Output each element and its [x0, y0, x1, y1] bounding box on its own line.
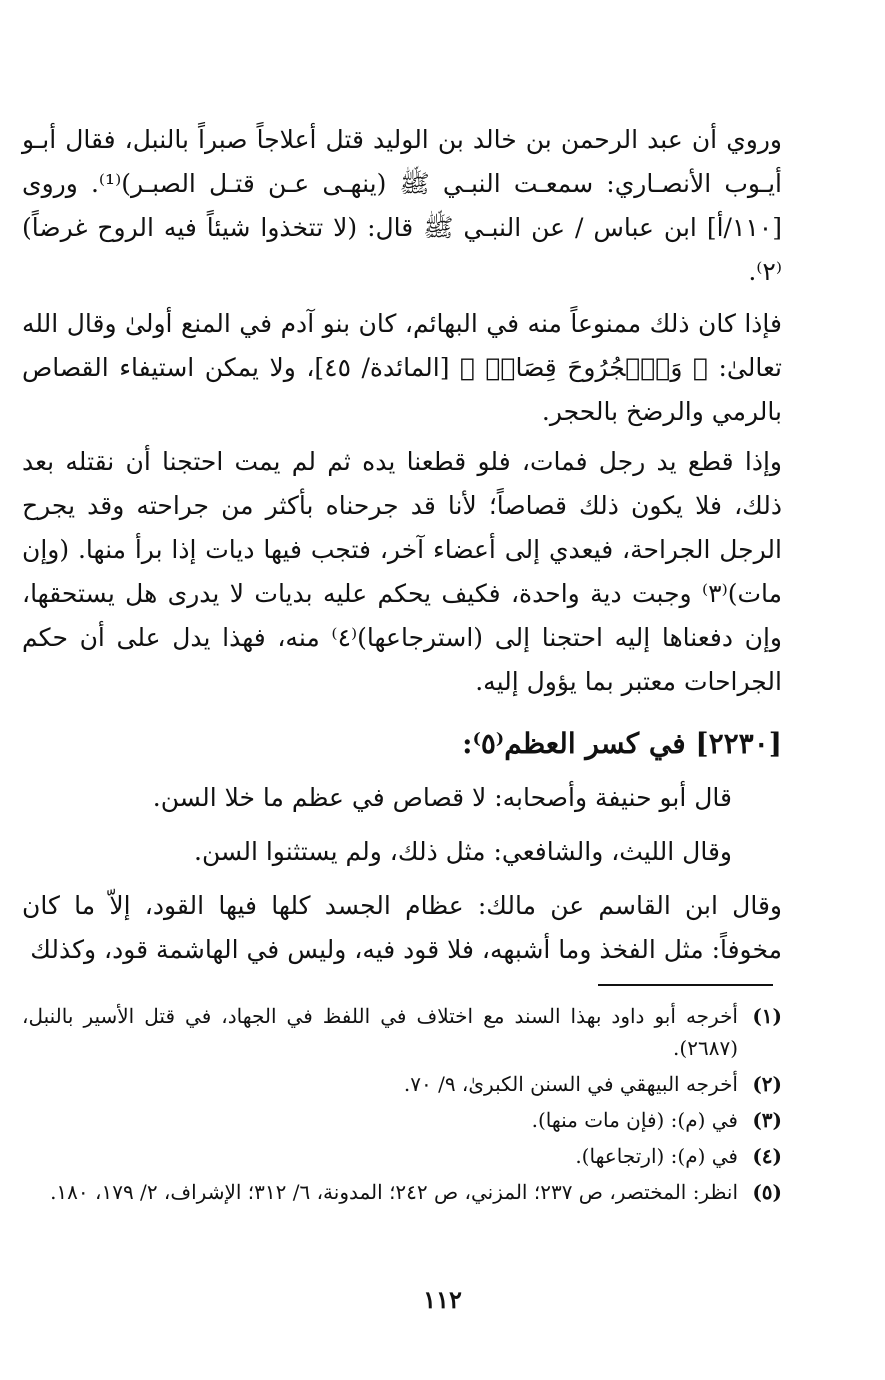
footnote-number: (١)	[752, 1004, 782, 1028]
footnotes	[22, 1000, 782, 1212]
footnote-number: (٣)	[752, 1108, 782, 1132]
footnote-divider	[598, 984, 773, 986]
paragraph-3: وإذا قطع يد رجل فمات، فلو قطعنا يده ثم لم يمت احتجنا أن نقتله بعد ذلك، فلا يكون ذلك قصاصاً؛ لأنا قد جرحناه بأكثر من جراحته وقد يجرح الرجل الجراحة، فيعدي إلى أعضاء آخر، فتجب فيها ديات إذا برأ منها. (وإن مات)⁽٣⁾ وجبت دية واحدة، فكيف يحكم عليه بديات لا يدرى هل يستحقها، وإن دفعناها إليه احتجنا إلى (استرجاعها)⁽٤⁾ منه، فهذا يدل على أن حكم الجراحات معتبر بما يؤول إليه.	[22, 447, 783, 696]
footnote-text: انظر: المختصر، ص ٢٣٧؛ المزني، ص ٢٤٢؛ المدونة، ٦/ ٣١٢؛ الإشراف، ٢/ ١٧٩، ١٨٠.	[50, 1180, 738, 1204]
footnote-1	[22, 1000, 782, 1064]
footnote-text: أخرجه أبو داود بهذا السند مع اختلاف في اللفظ في الجهاد، في قتل الأسير بالنبل، (٢٦٨٧).	[22, 1004, 738, 1060]
footnote-number: (٢)	[752, 1072, 782, 1096]
page-body	[22, 118, 782, 978]
footnote-4	[22, 1140, 782, 1172]
quote-abu-hanifa: قال أبو حنيفة وأصحابه: لا قصاص في عظم ما خلا السن.	[152, 783, 732, 812]
section-heading: [٢٢٣٠] في كسر العظم⁽٥⁾:	[462, 727, 782, 760]
footnote-5	[22, 1176, 782, 1208]
footnote-text: أخرجه البيهقي في السنن الكبرىٰ، ٩/ ٧٠.	[403, 1072, 738, 1096]
quote-laith-shafii: وقال الليث، والشافعي: مثل ذلك، ولم يستثنوا السن.	[194, 837, 732, 866]
footnote-3	[22, 1104, 782, 1136]
paragraph-4: وقال ابن القاسم عن مالك: عظام الجسد كلها فيها القود، إلاّ ما كان مخوفاً: مثل الفخذ وما أشبهه، فلا قود فيه، وليس في الهاشمة قود، وكذلك	[22, 891, 782, 964]
paragraph-1: وروي أن عبد الرحمن بن خالد بن الوليد قتل أعلاجاً صبراً بالنبل، فقال أبـو أيـوب الأنصـاري: سمعـت النبـي ﷺ (ينهـى عـن قتـل الصبـر)⁽¹⁾. وروى [١١٠/أ] ابن عباس / عن النبـي ﷺ قال: (لا تتخذوا شيئاً فيه الروح غرضاً)⁽٢⁾.	[22, 125, 782, 286]
footnote-2	[22, 1068, 782, 1100]
footnote-number: (٥)	[752, 1180, 782, 1204]
paragraph-2: فإذا كان ذلك ممنوعاً منه في البهائم، كان بنو آدم في المنع أولىٰ وقال الله تعالىٰ: ﴿ وَٱلۡجُرُوحَ قِصَاصٞ ﴾ [المائدة/ ٤٥]، ولا يمكن استيفاء القصاص بالرمي والرضخ بالحجر.	[22, 309, 782, 426]
footnote-text: في (م): (ارتجاعها).	[575, 1144, 738, 1168]
footnote-number: (٤)	[752, 1144, 782, 1168]
page-number: ١١٢	[423, 1285, 462, 1314]
footnote-text: في (م): (فإن مات منها).	[531, 1108, 738, 1132]
